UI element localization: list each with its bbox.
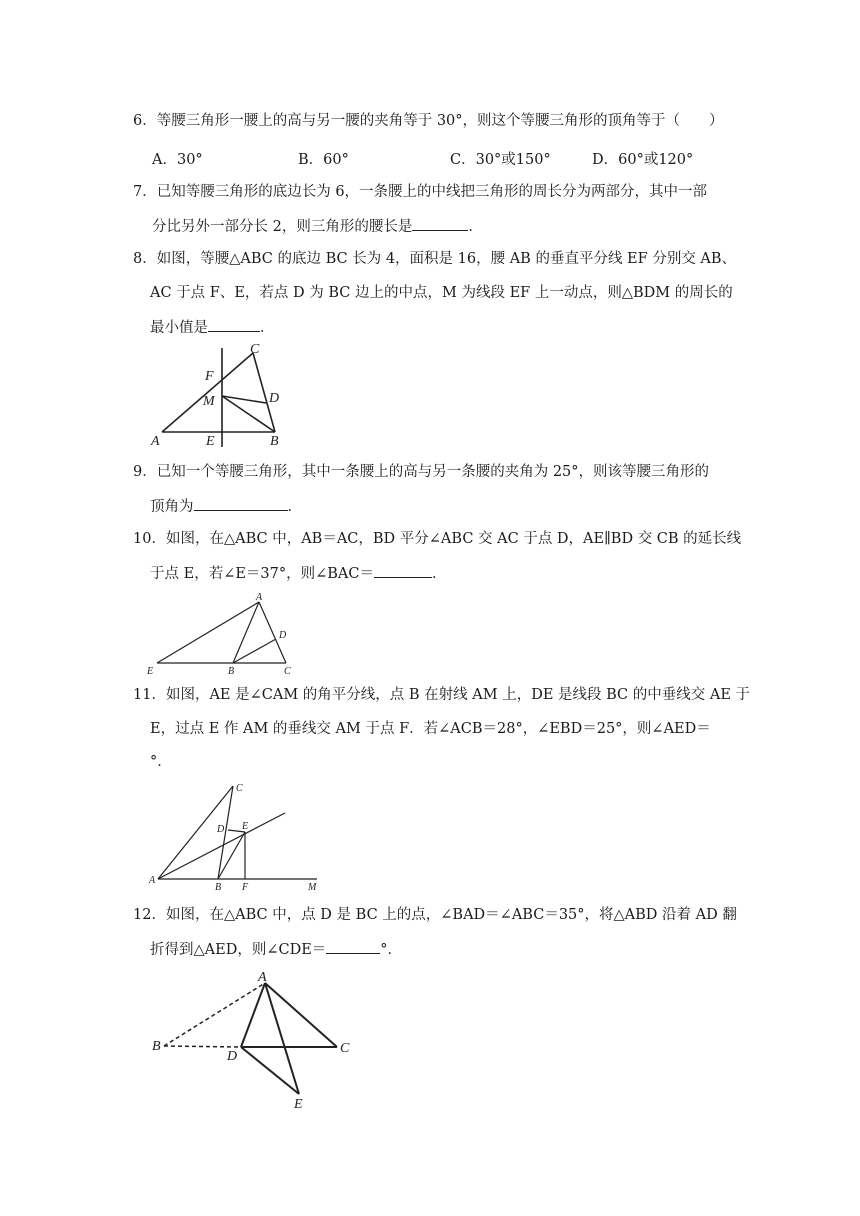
q12-segment-de	[241, 1047, 299, 1094]
q12-segment-ad	[241, 983, 265, 1047]
q11-line3: °．	[150, 754, 172, 770]
q6-option-c: C．30°或150°	[450, 152, 551, 168]
q10-label-e: E	[147, 666, 154, 677]
q12-line2-end: °．	[380, 942, 403, 958]
q10-label-c: C	[284, 666, 291, 677]
q8-segment-ac	[162, 353, 253, 432]
q7-line2-end: ．	[468, 219, 483, 235]
q10-segment-ea	[157, 602, 259, 663]
q8-label-c: C	[250, 342, 260, 357]
q12-label-c: C	[340, 1041, 350, 1056]
q11-label-a: A	[149, 875, 156, 886]
q10-line1: 10．如图，在△ABC 中，AB＝AC，BD 平分∠ABC 交 AC 于点 D，AE∥BD 交 CB 的延长线	[133, 531, 742, 547]
q12-segment-ae	[265, 983, 299, 1094]
q9-line2-end: ．	[287, 499, 302, 515]
q8-figure	[145, 335, 295, 450]
q7-line1: 7．已知等腰三角形的底边长为 6，一条腰上的中线把三角形的周长分为两部分，其中一部	[133, 184, 708, 200]
q7-answer-blank	[412, 216, 468, 231]
q10-label-b: B	[228, 666, 235, 677]
q12-label-a: A	[258, 970, 267, 985]
q6-stem: 6．等腰三角形一腰上的高与另一腰的夹角等于 30°，则这个等腰三角形的顶角等于（ ）	[133, 113, 724, 129]
q12-figure	[148, 966, 363, 1116]
q12-line2	[150, 939, 402, 959]
q12-line2-text: 折得到△AED，则∠CDE＝	[150, 942, 327, 958]
q11-label-e: E	[242, 821, 249, 832]
q8-label-f: F	[205, 369, 214, 384]
q10-segment-ab	[233, 602, 259, 663]
q11-label-d: D	[217, 824, 225, 835]
q8-label-m: M	[203, 394, 215, 409]
q8-line1: 8．如图，等腰△ABC 的底边 BC 长为 4，面积是 16，腰 AB 的垂直平分线 EF 分别交 AB、	[133, 251, 737, 267]
q8-segment-md	[222, 396, 266, 403]
q10-line2-end: ．	[432, 566, 447, 582]
q6-option-a: A．30°	[152, 152, 203, 168]
q7-line2-text: 分比另外一部分长 2，则三角形的腰长是	[152, 219, 413, 235]
q10-figure	[142, 588, 307, 680]
q9-line2	[150, 496, 302, 516]
q10-answer-blank	[374, 563, 432, 578]
q8-line3	[150, 317, 275, 337]
q11-label-f: F	[242, 882, 249, 893]
q11-line1: 11．如图，AE 是∠CAM 的角平分线，点 B 在射线 AM 上，DE 是线段 BC 的中垂线交 AE 于	[133, 687, 751, 703]
q8-line3-text: 最小值是	[150, 320, 208, 336]
q12-segment-bd	[164, 1046, 241, 1047]
q12-segment-ba	[164, 983, 265, 1046]
q9-line1: 9．已知一个等腰三角形，其中一条腰上的高与另一条腰的夹角为 25°，则该等腰三角形的	[133, 464, 710, 480]
q10-line2-text: 于点 E，若∠E＝37°，则∠BAC＝	[150, 566, 374, 582]
q6-option-d: D．60°或120°	[592, 152, 694, 168]
q8-answer-blank	[208, 317, 260, 332]
q11-figure	[145, 778, 330, 893]
q12-line1: 12．如图，在△ABC 中，点 D 是 BC 上的点，∠BAD＝∠ABC＝35°，将△ABD 沿着 AD 翻	[133, 907, 737, 923]
q11-ray-ae	[158, 813, 285, 879]
q10-label-a: A	[256, 592, 263, 603]
q10-line2	[150, 563, 447, 583]
q12-label-e: E	[294, 1097, 303, 1112]
q8-line2: AC 于点 F、E，若点 D 为 BC 边上的中点，M 为线段 EF 上一动点，则△BDM 的周长的	[150, 285, 733, 301]
q12-label-b: B	[152, 1039, 161, 1054]
q9-line2-text: 顶角为	[150, 499, 194, 515]
q11-line2: E，过点 E 作 AM 的垂线交 AM 于点 F．若∠ACB＝28°，∠EBD＝25°，则∠AED＝	[150, 721, 711, 737]
q11-label-m: M	[308, 882, 317, 893]
q9-answer-blank	[194, 496, 288, 511]
q7-line2	[152, 216, 483, 236]
q10-label-d: D	[279, 630, 287, 641]
q11-label-c: C	[236, 783, 243, 794]
q12-answer-blank	[326, 939, 380, 954]
q12-label-d: D	[227, 1049, 238, 1064]
q10-segment-bd	[233, 639, 276, 663]
q6-option-b: B．60°	[298, 152, 349, 168]
q8-label-d: D	[269, 391, 280, 406]
q8-label-e: E	[206, 434, 215, 449]
q8-label-b: B	[270, 434, 279, 449]
q8-label-a: A	[151, 434, 160, 449]
q11-label-b: B	[215, 882, 222, 893]
q8-line3-end: ．	[260, 320, 275, 336]
